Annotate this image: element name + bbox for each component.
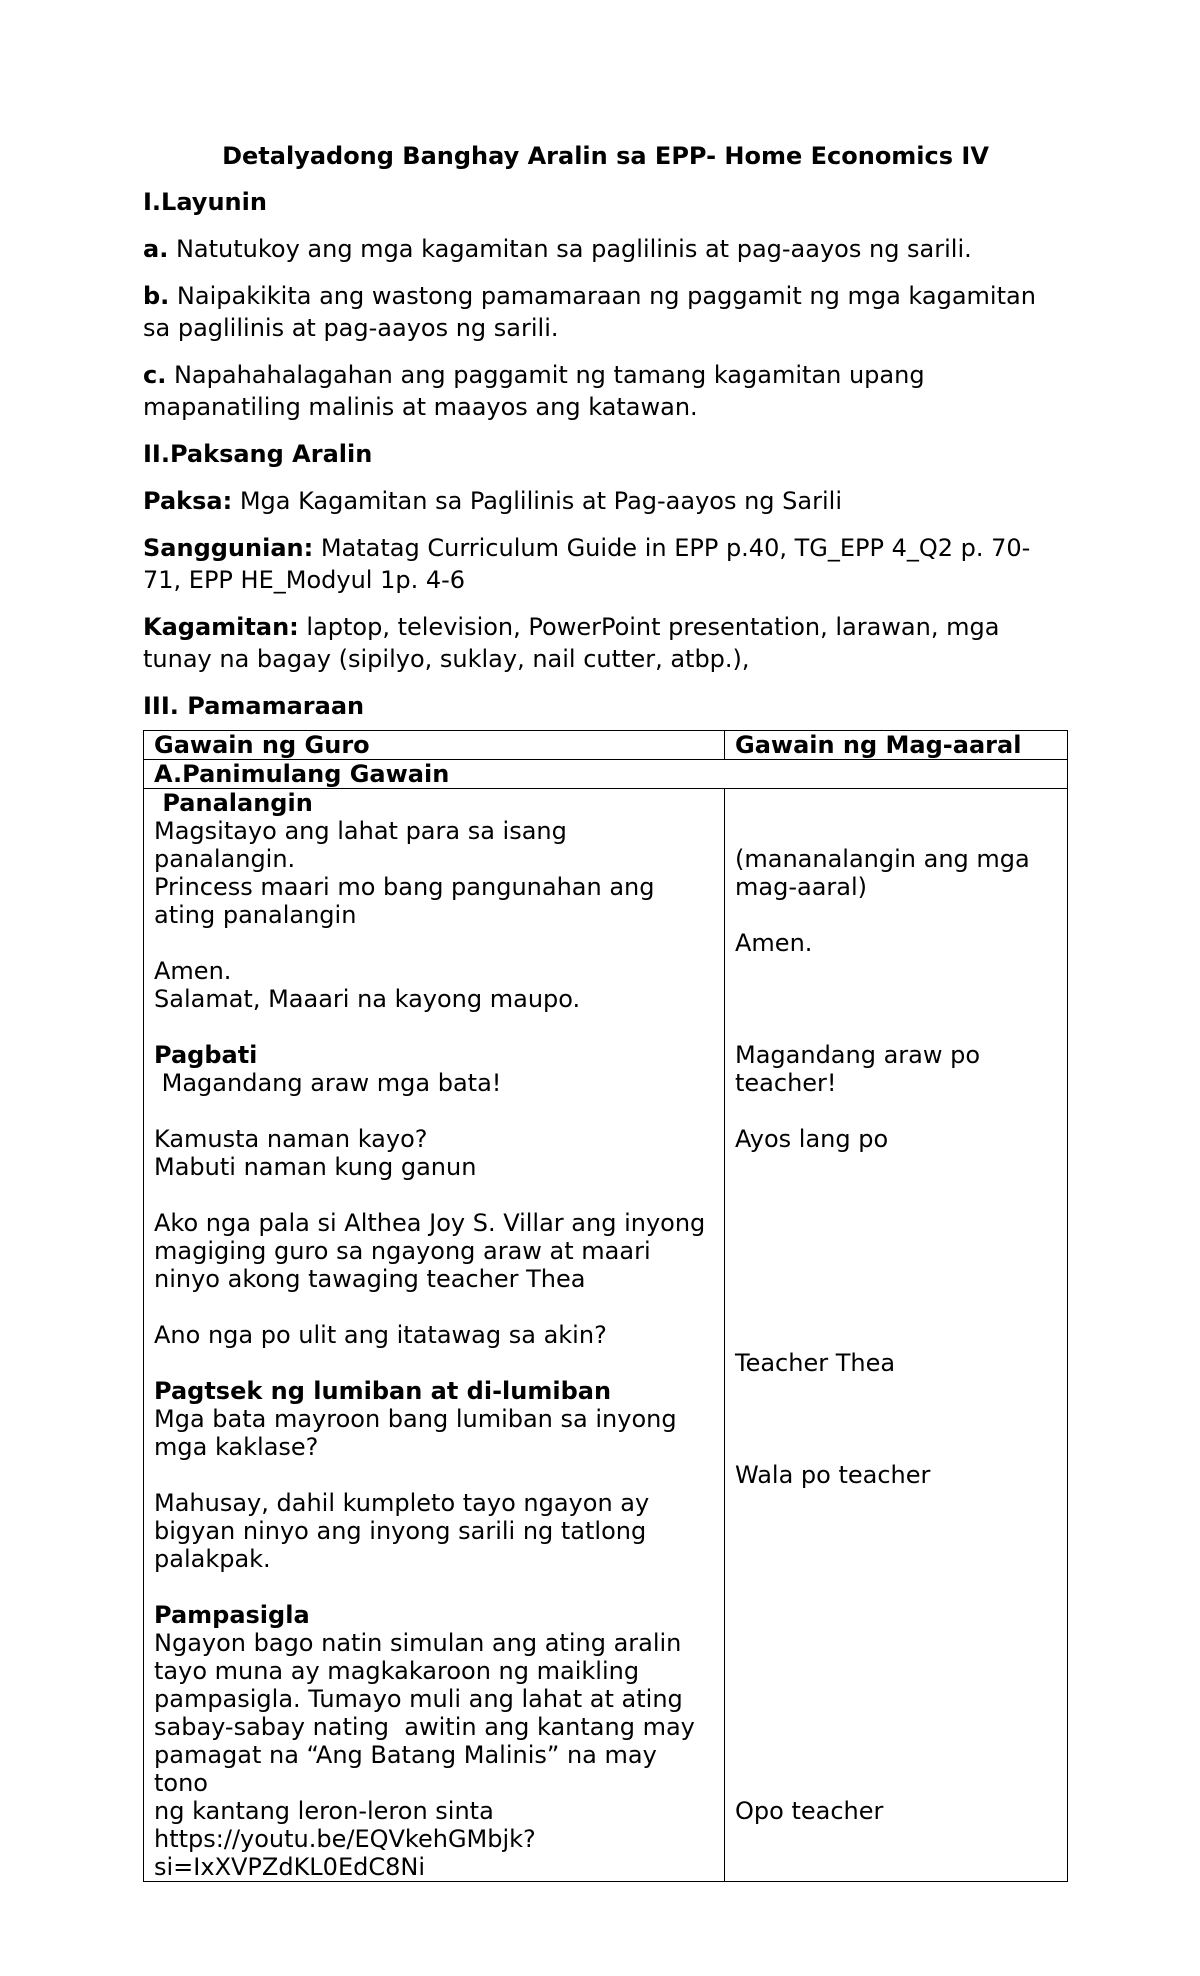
layunin-item-b [143, 280, 1068, 344]
song-link[interactable]: si=IxXVPZdKL0EdC8Ni [154, 1853, 425, 1881]
layunin-item-label: a. [143, 235, 169, 263]
guro-line: palakpak. [154, 1545, 271, 1573]
layunin-heading: I.Layunin [143, 188, 267, 216]
song-link[interactable]: https://youtu.be/EQVkehGMbjk? [154, 1825, 536, 1853]
magaaral-line: Teacher Thea [735, 1349, 896, 1377]
kagamitan-label: Kagamitan: [143, 613, 299, 641]
kagamitan [143, 611, 1068, 675]
pagbati-heading: Pagbati [154, 1041, 258, 1069]
guro-line: Ngayon bago natin simulan ang ating aralin [154, 1629, 682, 1657]
guro-line: mga kaklase? [154, 1433, 319, 1461]
panalangin-heading: Panalangin [154, 789, 313, 817]
pamamaraan-heading: III. Pamamaraan [143, 692, 365, 720]
section-row [144, 760, 1068, 789]
magaaral-line: Ayos lang po [735, 1125, 889, 1153]
guro-line: Princess maari mo bang pangunahan ang [154, 873, 655, 901]
guro-line: Mga bata mayroon bang lumiban sa inyong [154, 1405, 677, 1433]
kagamitan-text: laptop, television, PowerPoint presentation, larawan, mga tunay na bagay (sipilyo, suklay, nail cutter, atbp.), [143, 613, 1000, 673]
guro-cell [144, 789, 725, 1882]
column-header-guro: Gawain ng Guro [144, 731, 725, 760]
magaaral-line: teacher! [735, 1069, 837, 1097]
paksang-aralin-heading: II.Paksang Aralin [143, 440, 373, 468]
guro-line: Mahusay, dahil kumpleto tayo ngayon ay [154, 1489, 650, 1517]
pagtsek-heading: Pagtsek ng lumiban at di-lumiban [154, 1377, 612, 1405]
sanggunian-label: Sanggunian: [143, 534, 314, 562]
magaaral-line: Amen. [735, 929, 813, 957]
document-title: Detalyadong Banghay Aralin sa EPP- Home Economics IV [222, 142, 989, 170]
guro-line: ng kantang leron-leron sinta [154, 1797, 494, 1825]
guro-line: Magsitayo ang lahat para sa isang panalangin. [154, 817, 575, 873]
guro-line: pamagat na “Ang Batang Malinis” na may tono [154, 1741, 665, 1797]
section-title: A.Panimulang Gawain [144, 760, 1068, 789]
pamamaraan-table [143, 730, 1068, 1882]
guro-line: Mabuti naman kung ganun [154, 1153, 477, 1181]
magaaral-line: Wala po teacher [735, 1461, 931, 1489]
table-row [144, 789, 1068, 1882]
pampasigla-heading: Pampasigla [154, 1601, 310, 1629]
paksa-label: Paksa: [143, 487, 233, 515]
magaaral-line: (mananalangin ang mga [735, 845, 1030, 873]
paksa [143, 485, 1068, 517]
guro-line: sabay-sabay nating awitin ang kantang may [154, 1713, 695, 1741]
layunin-item-text: Naipakikita ang wastong pamamaraan ng paggamit ng mga kagamitan sa paglilinis at pag-aayos ng sarili. [143, 282, 1036, 342]
paksa-text: Mga Kagamitan sa Paglilinis at Pag-aayos ng Sarili [232, 487, 842, 515]
magaaral-line: Opo teacher [735, 1797, 884, 1825]
layunin-item-a [143, 233, 1068, 265]
guro-line: Amen. [154, 957, 232, 985]
sanggunian-text: Matatag Curriculum Guide in EPP p.40, TG_EPP 4_Q2 p. 70- 71, EPP HE_Modyul 1p. 4-6 [143, 534, 1031, 594]
guro-line: magiging guro sa ngayong araw at maari [154, 1237, 651, 1265]
magaaral-line: mag-aaral) [735, 873, 867, 901]
guro-line: tayo muna ay magkakaroon ng maikling [154, 1657, 640, 1685]
guro-line: Kamusta naman kayo? [154, 1125, 428, 1153]
guro-line: Salamat, Maaari na kayong maupo. [154, 985, 581, 1013]
sanggunian [143, 532, 1068, 596]
layunin-item-text: Natutukoy ang mga kagamitan sa paglilinis at pag-aayos ng sarili. [168, 235, 972, 263]
lesson-plan-page [143, 140, 1068, 1882]
guro-line: pampasigla. Tumayo muli ang lahat at ating [154, 1685, 683, 1713]
table-header-row [144, 731, 1068, 760]
guro-line: bigyan ninyo ang inyong sarili ng tatlong [154, 1517, 647, 1545]
magaaral-cell [725, 789, 1068, 1882]
layunin-item-c [143, 359, 1068, 423]
guro-line: ating panalangin [154, 901, 357, 929]
magaaral-line: Magandang araw po [735, 1041, 981, 1069]
column-header-magaaral: Gawain ng Mag-aaral [725, 731, 1068, 760]
guro-line: Ako nga pala si Althea Joy S. Villar ang inyong [154, 1209, 706, 1237]
layunin-item-text: Napahahalagahan ang paggamit ng tamang kagamitan upang mapanatiling malinis at maayos ang katawan. [143, 361, 925, 421]
guro-line: Magandang araw mga bata! [154, 1069, 502, 1097]
layunin-item-label: b. [143, 282, 170, 310]
guro-line: ninyo akong tawaging teacher Thea [154, 1265, 586, 1293]
guro-line: Ano nga po ulit ang itatawag sa akin? [154, 1321, 607, 1349]
layunin-item-label: c. [143, 361, 167, 389]
